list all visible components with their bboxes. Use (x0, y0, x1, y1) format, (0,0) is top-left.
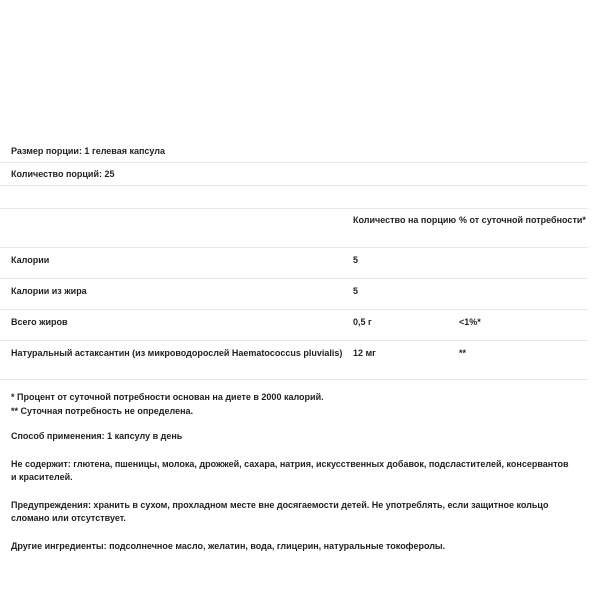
table-row (0, 341, 588, 380)
nutrient-name: Калории (0, 248, 352, 279)
usage-block (0, 418, 588, 444)
footnotes-block (0, 380, 588, 418)
nutrient-name: Натуральный астаксантин (из микроводорослей Haematococcus pluvialis) (0, 341, 352, 380)
nutrient-name: Калории из жира (0, 279, 352, 310)
nutrient-amount: 5 (352, 248, 459, 279)
header-amount-per-serving: Количество на порцию (352, 209, 459, 248)
nutrient-daily-value (459, 279, 588, 310)
nutrient-amount: 5 (352, 279, 459, 310)
footnote-daily-value-undetermined: ** Суточная потребность не определена. (11, 405, 194, 416)
table-row (0, 310, 588, 341)
table-header (0, 209, 588, 248)
footnote-daily-value-basis: * Процент от суточной потребности основан на диете в 2000 калорий. (11, 392, 324, 402)
nutrient-amount: 0,5 г (352, 310, 459, 341)
nutrient-amount: 12 мг (352, 341, 459, 380)
nutrition-facts-table (0, 209, 588, 380)
servings-per-container-row: Количество порций: 25 (0, 163, 588, 186)
nutrient-daily-value (459, 248, 588, 279)
nutrient-daily-value: <1%* (459, 310, 588, 341)
table-row (0, 279, 588, 310)
free-from-text: Не содержит: глютена, пшеницы, молока, дрожжей, сахара, натрия, искусственных добавок, подсластителей, консервантов и красителей. (11, 458, 569, 482)
table-header-row (0, 209, 588, 248)
warnings-text: Предупреждения: хранить в сухом, прохладном месте вне досягаемости детей. Не употреблять, если защитное кольцо сломано или отсутствует. (11, 499, 549, 523)
free-from-block (0, 444, 588, 485)
serving-size-row: Размер порции: 1 гелевая капсула (0, 140, 588, 163)
header-nutrient (0, 209, 352, 248)
supplement-facts-panel (0, 140, 588, 553)
other-ingredients-block (0, 526, 588, 554)
other-ingredients-text: Другие ингредиенты: подсолнечное масло, желатин, вода, глицерин, натуральные токоферолы. (11, 540, 446, 551)
warnings-block (0, 485, 588, 526)
nutrient-name: Всего жиров (0, 310, 352, 341)
nutrient-daily-value: ** (459, 341, 588, 380)
usage-text: Способ применения: 1 капсулу в день (11, 431, 183, 441)
header-percent-daily-value: % от суточной потребности* (459, 209, 588, 248)
table-spacer-row (0, 186, 588, 209)
table-row (0, 248, 588, 279)
table-body (0, 248, 588, 380)
